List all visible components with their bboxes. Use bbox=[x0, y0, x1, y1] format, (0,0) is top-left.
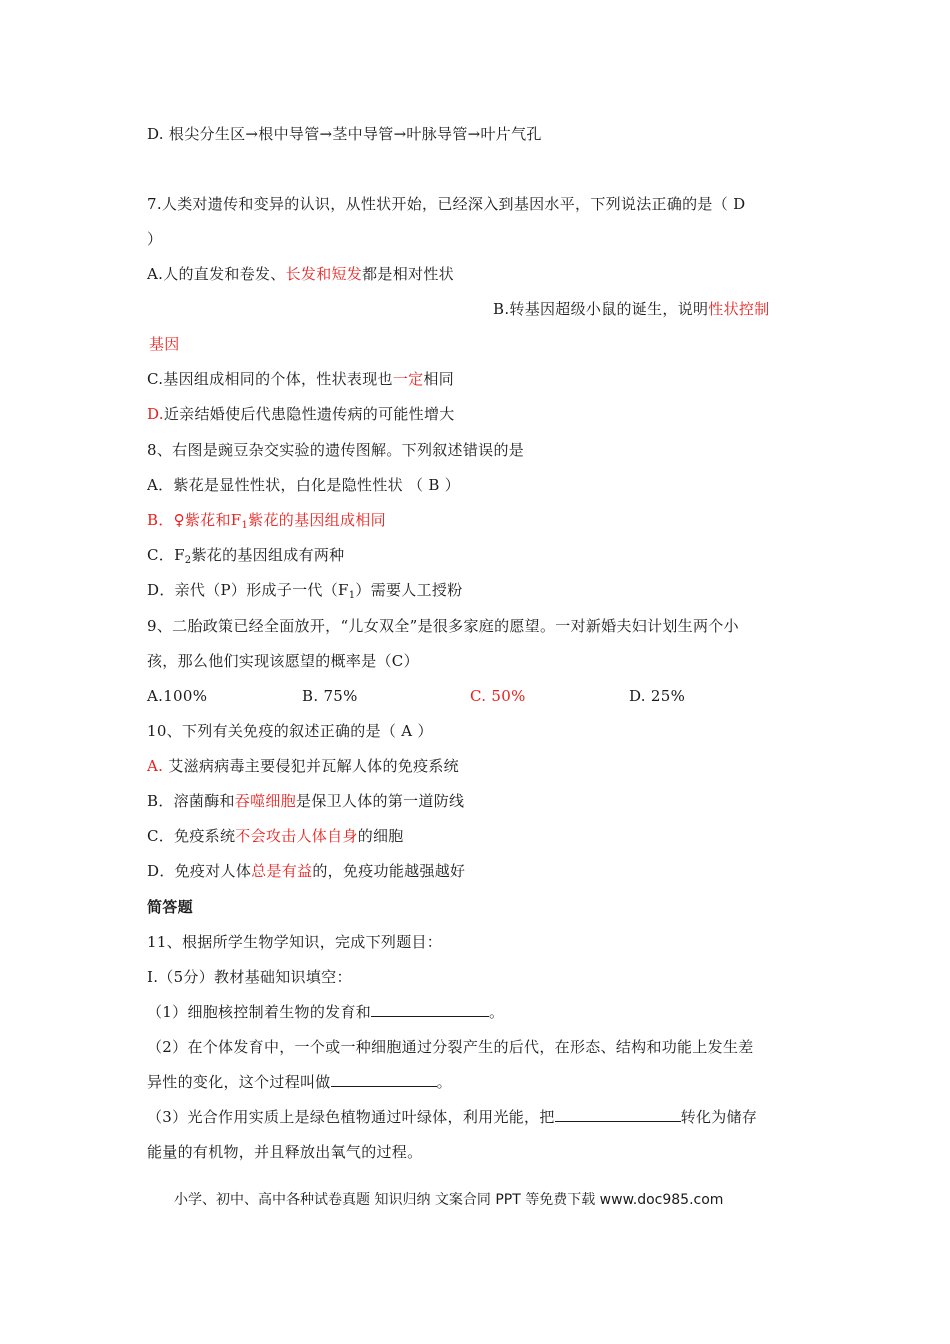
q8-b-sub: 1 bbox=[241, 520, 249, 531]
q11-part1: Ⅰ.（5分）教材基础知识填空： bbox=[147, 968, 352, 986]
q7-a-highlight: 长发和短发 bbox=[285, 265, 363, 283]
q9-option-c: C. 50% bbox=[470, 687, 526, 705]
q8-option-a: A．紫花是显性性状，白化是隐性性状 （ B ） bbox=[147, 476, 461, 494]
q10-b-text: B．溶菌酶和 bbox=[147, 792, 235, 810]
q11-s1-end: 。 bbox=[489, 1003, 505, 1021]
q10-stem: 10、下列有关免疫的叙述正确的是（ A ） bbox=[147, 722, 433, 740]
q8-d-sub: 1 bbox=[348, 590, 356, 601]
q11-sub2-line2 bbox=[147, 1072, 452, 1092]
q9-option-b: B. 75% bbox=[302, 687, 358, 705]
q7-b-highlight: 性状控制 bbox=[708, 300, 770, 318]
footer-text: 小学、初中、高中各种试卷真题 知识归纳 文案合同 PPT 等免费下载 www.doc985.com bbox=[174, 1192, 724, 1208]
q7-option-c bbox=[147, 369, 454, 389]
q7-c-highlight: 一定 bbox=[392, 370, 424, 388]
q11-s1-text: （1）细胞核控制着生物的发育和 bbox=[147, 1003, 372, 1021]
q8-option-c bbox=[147, 545, 344, 565]
q7-c-text-end: 相同 bbox=[423, 370, 455, 388]
q8-c-text-end: 紫花的基因组成有两种 bbox=[191, 546, 345, 564]
q11-s3-blank[interactable] bbox=[555, 1107, 681, 1122]
q11-s2-text: 异性的变化，这个过程叫做 bbox=[147, 1073, 331, 1091]
q7-c-text: C.基因组成相同的个体，性状表现也 bbox=[147, 370, 393, 388]
q10-d-text: D．免疫对人体 bbox=[147, 862, 252, 880]
q8-c-text: C．F bbox=[147, 546, 185, 564]
q11-sub1 bbox=[147, 1002, 504, 1022]
q10-c-text: C．免疫系统 bbox=[147, 827, 236, 845]
q7-option-b bbox=[493, 299, 770, 319]
q11-s3-end: 转化为储存 bbox=[680, 1108, 758, 1126]
q11-sub3-line1 bbox=[147, 1107, 757, 1127]
q7-d-text: 近亲结婚使后代患隐性遗传病的可能性增大 bbox=[163, 405, 455, 423]
q7-b-text: B.转基因超级小鼠的诞生，说明 bbox=[493, 300, 709, 318]
q10-option-c bbox=[147, 826, 404, 846]
q7-b-highlight-cont: 基因 bbox=[149, 335, 180, 353]
q10-a-text: 艾滋病病毒主要侵犯并瓦解人体的免疫系统 bbox=[163, 757, 459, 775]
q8-c-sub: 2 bbox=[184, 555, 192, 566]
q7-option-d bbox=[147, 404, 455, 424]
q10-b-highlight: 吞噬细胞 bbox=[234, 792, 297, 810]
q7-stem-line1: 7.人类对遗传和变异的认识，从性状开始，已经深入到基因水平，下列说法正确的是（ D bbox=[147, 195, 746, 213]
q9-stem-line2: 孩，那么他们实现该愿望的概率是（C） bbox=[147, 652, 419, 670]
q10-option-d bbox=[147, 861, 465, 881]
q8-option-d bbox=[147, 580, 463, 600]
q8-stem: 8、右图是豌豆杂交实验的遗传图解。下列叙述错误的是 bbox=[147, 441, 525, 459]
q9-option-a: A.100% bbox=[147, 687, 208, 705]
q6-option-d: D. 根尖分生区→根中导管→茎中导管→叶脉导管→叶片气孔 bbox=[147, 125, 542, 143]
q10-b-text-end: 是保卫人体的第一道防线 bbox=[296, 792, 465, 810]
q11-s2-blank[interactable] bbox=[331, 1072, 437, 1087]
q11-s3-text: （3）光合作用实质上是绿色植物通过叶绿体，利用光能，把 bbox=[147, 1108, 555, 1126]
q10-option-b bbox=[147, 791, 464, 811]
q7-a-text-end: 都是相对性状 bbox=[362, 265, 454, 283]
q11-s1-blank[interactable] bbox=[371, 1002, 489, 1017]
q11-stem: 11、根据所学生物学知识，完成下列题目： bbox=[147, 933, 443, 951]
q10-option-a bbox=[147, 756, 459, 776]
q8-b-text-end: 紫花的基因组成相同 bbox=[248, 511, 386, 529]
q8-d-text-end: ）需要人工授粉 bbox=[355, 581, 463, 599]
q10-a-label: A. bbox=[147, 757, 164, 775]
q10-d-highlight: 总是有益 bbox=[251, 862, 313, 880]
q10-c-highlight: 不会攻击人体自身 bbox=[235, 827, 358, 845]
q8-option-b bbox=[147, 510, 386, 530]
q7-a-text: A.人的直发和卷发、 bbox=[147, 265, 286, 283]
q10-d-text-end: 的，免疫功能越强越好 bbox=[312, 862, 466, 880]
q9-stem-line1: 9、二胎政策已经全面放开，“儿女双全”是很多家庭的愿望。一对新婚夫妇计划生两个小 bbox=[147, 617, 739, 635]
q8-d-text: D．亲代（P）形成子一代（F bbox=[147, 581, 349, 599]
q9-options bbox=[147, 686, 807, 706]
q11-sub2-line1: （2）在个体发育中，一个或一种细胞通过分裂产生的后代，在形态、结构和功能上发生差 bbox=[147, 1038, 754, 1056]
q10-c-text-end: 的细胞 bbox=[357, 827, 404, 845]
q11-s2-end: 。 bbox=[436, 1073, 452, 1091]
q9-option-d: D. 25% bbox=[629, 687, 686, 705]
q7-stem-line2: ） bbox=[147, 230, 163, 248]
q7-d-label: D. bbox=[147, 405, 164, 423]
q8-b-text: B．♀紫花和F bbox=[147, 511, 242, 529]
q7-option-a bbox=[147, 264, 454, 284]
section-title: 简答题 bbox=[147, 898, 193, 916]
q11-sub3-line2: 能量的有机物，并且释放出氧气的过程。 bbox=[147, 1143, 423, 1161]
